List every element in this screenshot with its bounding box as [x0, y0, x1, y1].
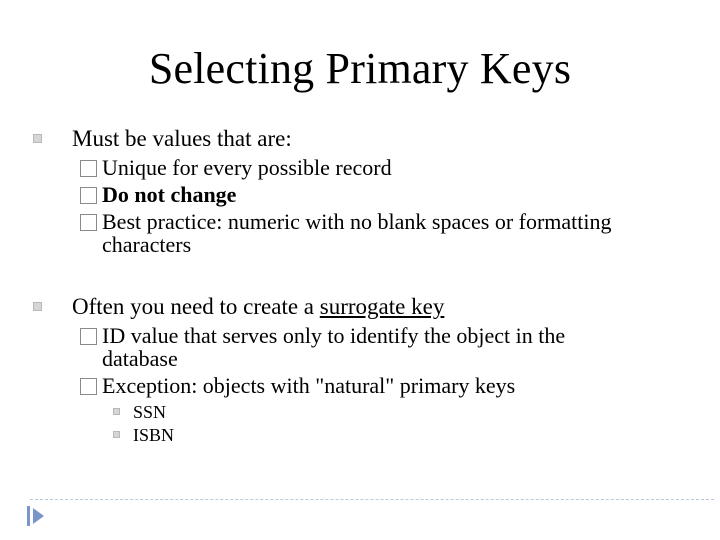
- sub-sub-bullet-item: [0, 424, 700, 446]
- square-bullet-icon: [33, 134, 42, 143]
- sub-bullet-text: Do not change: [102, 182, 237, 207]
- checkbox-icon: [80, 328, 97, 345]
- bullet-group-1: [0, 125, 700, 256]
- surrogate-key-term: surrogate key: [319, 294, 445, 319]
- footer-bar: [27, 506, 30, 526]
- square-bullet-icon: [113, 408, 120, 415]
- footer-divider: [30, 499, 714, 500]
- sub-sub-bullet-item: [0, 401, 700, 423]
- square-bullet-icon: [33, 302, 42, 311]
- sub-bullet-item: [0, 324, 632, 370]
- next-slide-arrow-icon[interactable]: [33, 508, 44, 524]
- sub-bullet-item: [0, 210, 672, 256]
- sub-bullet-item: [0, 374, 700, 397]
- bullet-item: [0, 125, 700, 152]
- bullet-text: Often you need to create a: [72, 294, 320, 319]
- bullet-text: Must be values that are:: [72, 126, 292, 151]
- checkbox-icon: [80, 160, 97, 177]
- square-bullet-icon: [113, 431, 120, 438]
- sub-sub-bullet-text: SSN: [133, 402, 167, 422]
- checkbox-icon: [80, 378, 97, 395]
- bullet-item: [0, 293, 700, 320]
- sub-bullet-text: Best practice: numeric with no blank spaces or formatting characters: [102, 209, 612, 257]
- sub-bullet-text: Unique for every possible record: [102, 155, 392, 180]
- checkbox-icon: [80, 214, 97, 231]
- sub-bullet-item: [0, 156, 700, 179]
- checkbox-icon: [80, 187, 97, 204]
- sub-bullet-text: ID value that serves only to identify the object in the database: [102, 323, 566, 371]
- sub-bullet-text: Exception: objects with "natural" primary keys: [102, 373, 516, 398]
- slide-title: Selecting Primary Keys: [148, 44, 572, 93]
- bullet-group-2: [0, 293, 700, 446]
- sub-bullet-item: [0, 183, 700, 206]
- sub-sub-bullet-text: ISBN: [133, 425, 175, 445]
